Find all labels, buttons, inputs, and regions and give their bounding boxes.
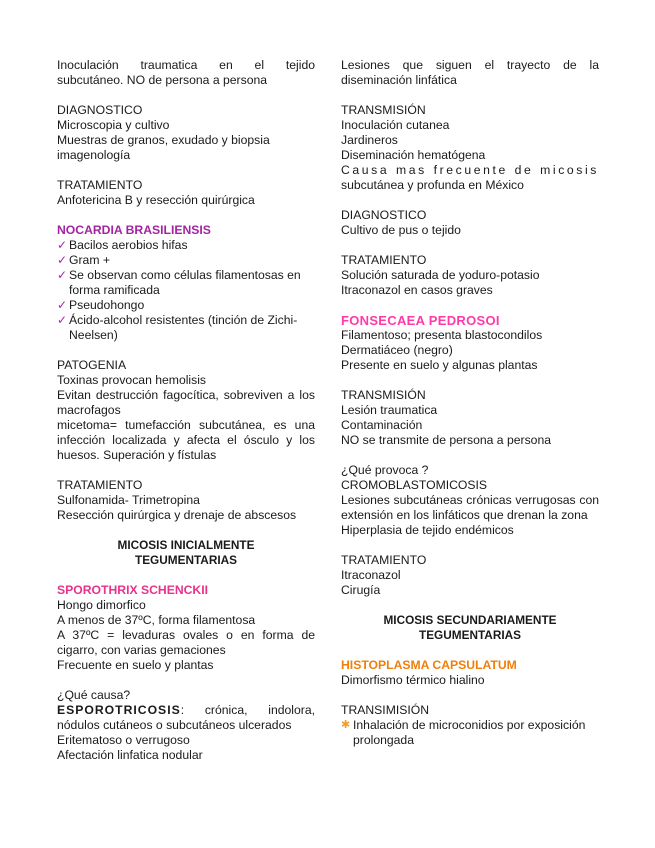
list-item <box>57 253 315 268</box>
patogenia-line: Toxinas provocan hemolisis <box>57 373 207 387</box>
transmision-heading: TRANSIMISIÓN <box>341 703 430 717</box>
histoplasma-line: Dimorfismo térmico hialino <box>341 673 485 687</box>
transmision-line: Causa mas frecuente de micosis <box>341 163 599 177</box>
tratamiento-heading: TRATAMIENTO <box>341 553 427 567</box>
check-icon: ✓ <box>57 268 68 282</box>
fonsecaea-line: Dermatiáceo (negro) <box>341 343 453 357</box>
nocardia-title: NOCARDIA BRASILIENSIS <box>57 223 211 237</box>
list-item <box>341 718 599 748</box>
section-heading: MICOSIS SECUNDARIAMENTE <box>383 613 557 627</box>
transmision-line: Inoculación cutanea <box>341 118 450 132</box>
list-item <box>57 238 315 253</box>
list-item <box>57 298 315 313</box>
intro-line: Inoculación traumatica en el tejido <box>57 58 315 72</box>
check-icon: ✓ <box>57 298 68 312</box>
section-heading: MICOSIS INICIALMENTE <box>117 538 255 552</box>
tratamiento-line: Sulfonamida- Trimetropina <box>57 493 200 507</box>
tratamiento-heading: TRATAMIENTO <box>57 478 143 492</box>
tratamiento-line: Resección quirúrgica y drenaje de abscesos <box>57 508 297 522</box>
tratamiento-heading: TRATAMIENTO <box>341 253 427 267</box>
list-item-text: Gram + <box>69 253 110 267</box>
list-item <box>57 268 315 298</box>
tratamiento-line: Itraconazol en casos graves <box>341 283 493 297</box>
transmision-line: Contaminación <box>341 418 423 432</box>
lesion-line: Lesiones que siguen el trayecto de la <box>341 58 599 72</box>
sporothrix-line: A 37ºC = levaduras ovales o en forma de cigarro, con varias gemaciones <box>57 628 315 657</box>
patogenia-line: micetoma= tumefacción subcutánea, es una infección localizada y afecta el ósculo y los huesos. Superación y fístulas <box>57 418 315 462</box>
patogenia-heading: PATOGENIA <box>57 358 127 372</box>
section-heading: TEGUMENTARIAS <box>134 553 238 567</box>
causa-line: Eritematoso o verrugoso <box>57 733 190 747</box>
right-column <box>341 58 599 748</box>
fonsecaea-line: Presente en suelo y algunas plantas <box>341 358 538 372</box>
lesion-line: diseminación linfática <box>341 73 457 87</box>
intro-line: subcutáneo. NO de persona a persona <box>57 73 268 87</box>
tratamiento-line: Anfotericina B y resección quirúrgica <box>57 193 255 207</box>
transmision-line: Diseminación hematógena <box>341 148 486 162</box>
transmision-heading: TRANSMISIÓN <box>341 103 426 117</box>
tratamiento-line: Cirugía <box>341 583 381 597</box>
esporotricosis-term: ESPOROTRICOSIS <box>57 703 181 717</box>
list-item-text: Inhalación de microconidios por exposición prolongada <box>353 718 586 747</box>
check-icon: ✓ <box>57 253 68 267</box>
list-item-text: Ácido-alcohol resistentes (tinción de Zichi-Neelsen) <box>69 313 298 342</box>
diagnostico-line: Cultivo de pus o tejido <box>341 223 461 237</box>
section-heading: TEGUMENTARIAS <box>418 628 522 642</box>
tratamiento-heading: TRATAMIENTO <box>57 178 143 192</box>
transmision-line: Jardineros <box>341 133 398 147</box>
causa-description: : crónica, indolora, nódulos cutáneos o subcutáneos ulcerados <box>57 703 315 732</box>
diagnostico-line: imagenología <box>57 148 131 162</box>
diagnostico-heading: DIAGNOSTICO <box>341 208 427 222</box>
list-item <box>57 313 315 343</box>
causa-line <box>57 703 315 733</box>
provoca-question: ¿Qué provoca ? <box>341 463 429 477</box>
sporothrix-line: Hongo dimorfico <box>57 598 146 612</box>
tratamiento-line: Itraconazol <box>341 568 401 582</box>
diagnostico-line: Microscopia y cultivo <box>57 118 170 132</box>
list-item-text: Se observan como células filamentosas en forma ramificada <box>69 268 301 297</box>
sporothrix-line: Frecuente en suelo y plantas <box>57 658 214 672</box>
diagnostico-line: Muestras de granos, exudado y biopsia <box>57 133 270 147</box>
provoca-line: Lesiones subcutáneas crónicas verrugosas con extensión en los linfáticos que drenan la zona <box>341 493 599 522</box>
tratamiento-line: Solución saturada de yoduro-potasio <box>341 268 540 282</box>
transmision-line: Lesión traumatica <box>341 403 438 417</box>
transmision-line: NO se transmite de persona a persona <box>341 433 552 447</box>
check-icon: ✓ <box>57 313 68 327</box>
list-item-text: Pseudohongo <box>69 298 145 312</box>
fonsecaea-title: FONSECAEA PEDROSOI <box>341 313 500 328</box>
histoplasma-title: HISTOPLASMA CAPSULATUM <box>341 658 517 672</box>
patogenia-line: Evitan destrucción fagocítica, sobreviven a los macrofagos <box>57 388 315 417</box>
star-bullet-icon: ✱ <box>341 719 351 731</box>
check-icon: ✓ <box>57 238 68 252</box>
cromoblastomicosis-term: CROMOBLASTOMICOSIS <box>341 478 488 492</box>
list-item-text: Bacilos aerobios hifas <box>69 238 188 252</box>
causa-line: Afectación linfatica nodular <box>57 748 203 762</box>
fonsecaea-line: Filamentoso; presenta blastocondilos <box>341 328 543 342</box>
sporothrix-line: A menos de 37ºC, forma filamentosa <box>57 613 256 627</box>
transmision-line: subcutánea y profunda en México <box>341 178 524 192</box>
sporothrix-title: SPOROTHRIX SCHENCKII <box>57 583 209 597</box>
causa-question: ¿Qué causa? <box>57 688 131 702</box>
left-column <box>57 58 315 763</box>
transmision-heading: TRANSMISIÓN <box>341 388 426 402</box>
provoca-line: Hiperplasia de tejido endémicos <box>341 523 514 537</box>
diagnostico-heading: DIAGNOSTICO <box>57 103 143 117</box>
